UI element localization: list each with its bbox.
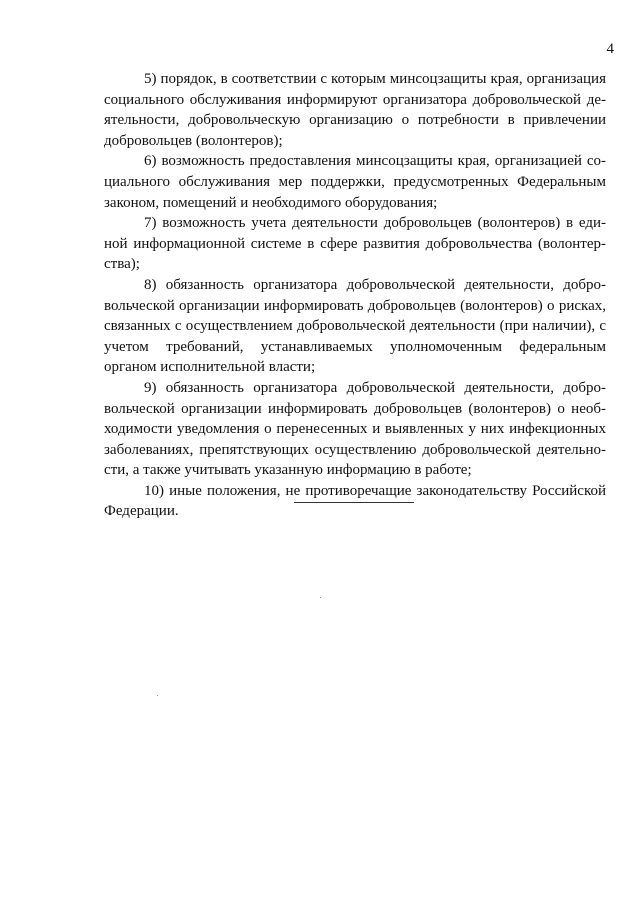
list-item-10: 10) иные положения, не противоречащие законодательству Российской Федерации.: [104, 482, 606, 520]
scan-speck: [320, 597, 321, 598]
list-item-8: 8) обязанность организатора добровольческой деятельности, добровольческой организации информировать добровольцев (волонтеров) о рисках, связанных с осуществлением добровольческой деятельности (при наличии), с учетом требований, устанавливаемых уполномоченным федеральным органом исполнительной власти;: [104, 276, 606, 376]
page-number: 4: [606, 41, 614, 57]
scan-speck: [157, 695, 158, 696]
list-item-6: 6) возможность предоставления минсоцзащиты края, организацией социального обслуживания мер поддержки, предусмотренных Федеральным законом, помещений и необходимого оборудования;: [104, 153, 606, 211]
end-separator-line: [294, 502, 414, 503]
list-item-7: 7) возможность учета деятельности добровольцев (волонтеров) в единой информационной системе в сфере развития добровольчества (волонтерства);: [104, 215, 606, 273]
document-body: [104, 69, 606, 522]
list-item-9: 9) обязанность организатора добровольческой деятельности, добровольческой организации информировать добровольцев (волонтеров) о необходимости уведомления о перенесенных и выявленных у них инфекционных заболеваниях, препятствующих осуществлению добровольческой деятельности, а также учитывать указанную информацию в работе;: [104, 379, 606, 479]
list-item-5: 5) порядок, в соответствии с которым минсоцзащиты края, организация социального обслуживания информируют организатора добровольческой деятельности, добровольческую организацию о потребности в привлечении добровольцев (волонтеров);: [104, 71, 606, 149]
